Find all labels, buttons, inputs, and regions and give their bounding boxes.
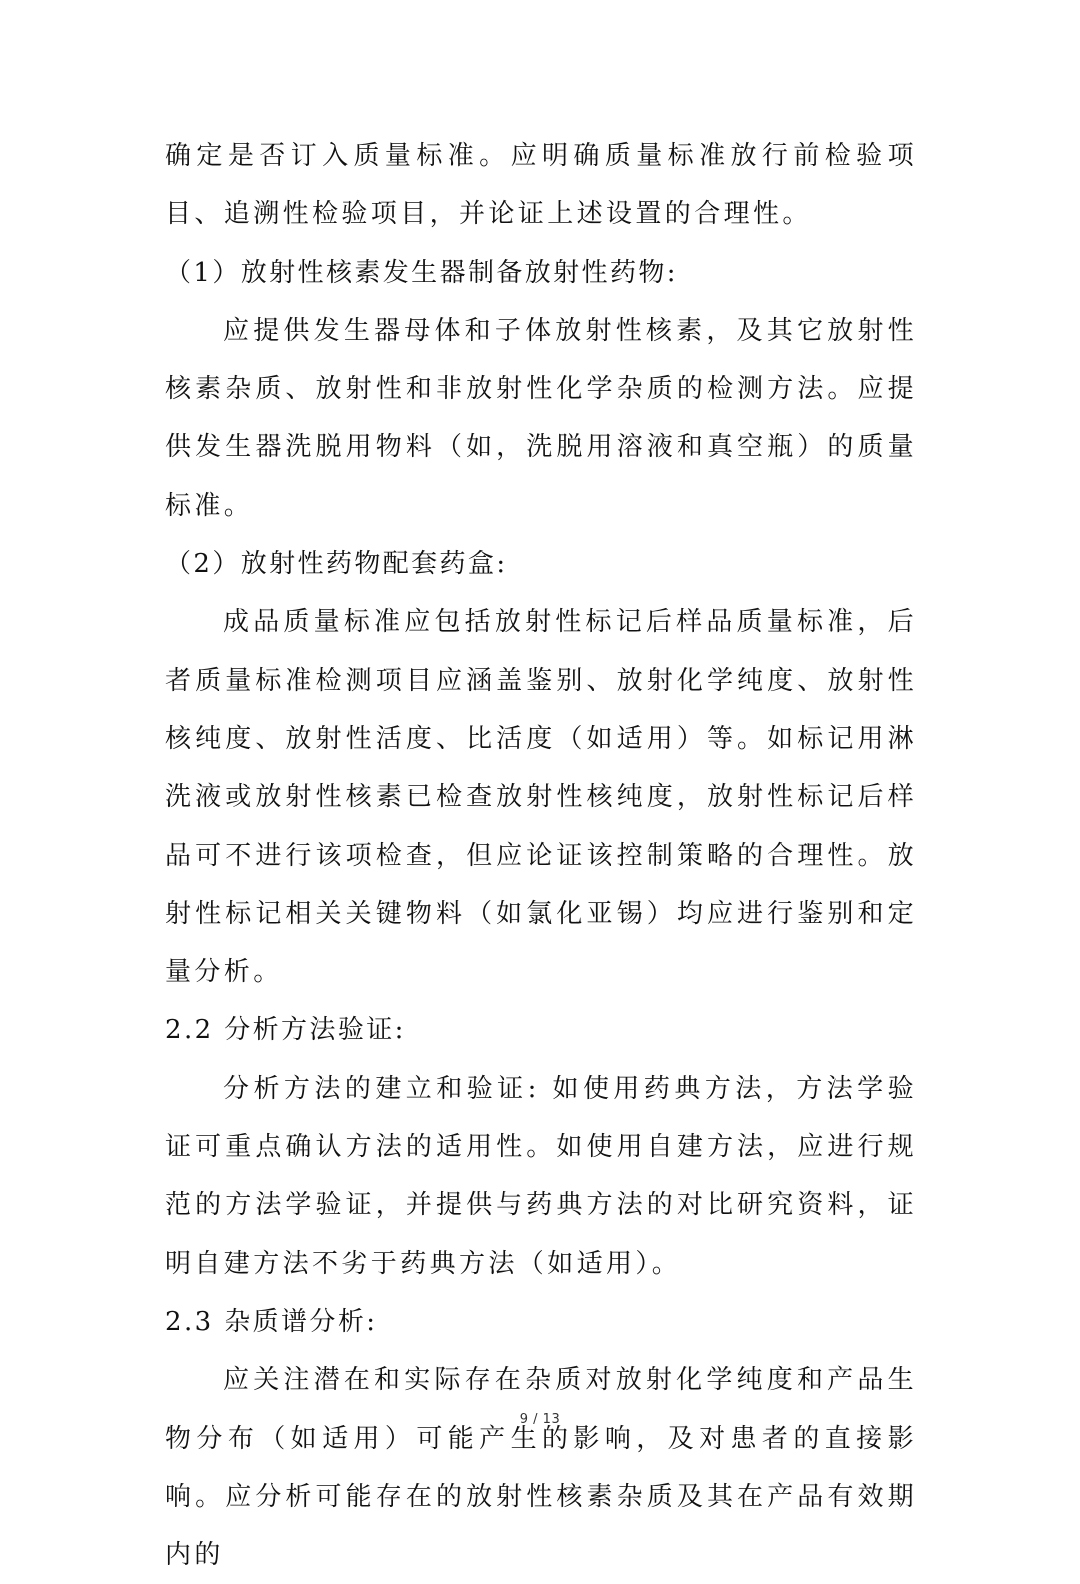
section-heading-2-2: 2.2 分析方法验证: xyxy=(165,1015,406,1046)
paragraph-2: 应提供发生器母体和子体放射性核素，及其它放射性核素杂质、放射性和非放射性化学杂质的检测方法。应提供发生器洗脱用物料（如，洗脱用溶液和真空瓶）的质量标准。 xyxy=(165,315,917,521)
page-number: 9 / 13 xyxy=(519,1412,561,1427)
section-heading-2: （2）放射性药物配套药盒: xyxy=(165,549,508,580)
section-heading-2-3: 2.3 杂质谱分析: xyxy=(165,1306,378,1337)
paragraph-4: 分析方法的建立和验证: 如使用药典方法，方法学验证可重点确认方法的适用性。如使用自建方法，应进行规范的方法学验证，并提供与药典方法的对比研究资料，证明自建方法不劣于药典方法（如适用）。 xyxy=(165,1073,917,1279)
section-heading-1: （1）放射性核素发生器制备放射性药物: xyxy=(165,257,678,288)
document-body xyxy=(165,127,917,1584)
paragraph-1: 确定是否订入质量标准。应明确质量标准放行前检验项目、追溯性检验项目，并论证上述设置的合理性。 xyxy=(165,141,917,230)
paragraph-3: 成品质量标准应包括放射性标记后样品质量标准，后者质量标准检测项目应涵盖鉴别、放射化学纯度、放射性核纯度、放射性活度、比活度（如适用）等。如标记用淋洗液或放射性核素已检查放射性核纯度，放射性标记后样品可不进行该项检查，但应论证该控制策略的合理性。放射性标记相关关键物料（如氯化亚锡）均应进行鉴别和定量分析。 xyxy=(165,607,917,988)
paragraph-5: 应关注潜在和实际存在杂质对放射化学纯度和产品生物分布（如适用）可能产生的影响，及对患者的直接影响。应分析可能存在的放射性核素杂质及其在产品有效期内的 xyxy=(165,1365,917,1571)
